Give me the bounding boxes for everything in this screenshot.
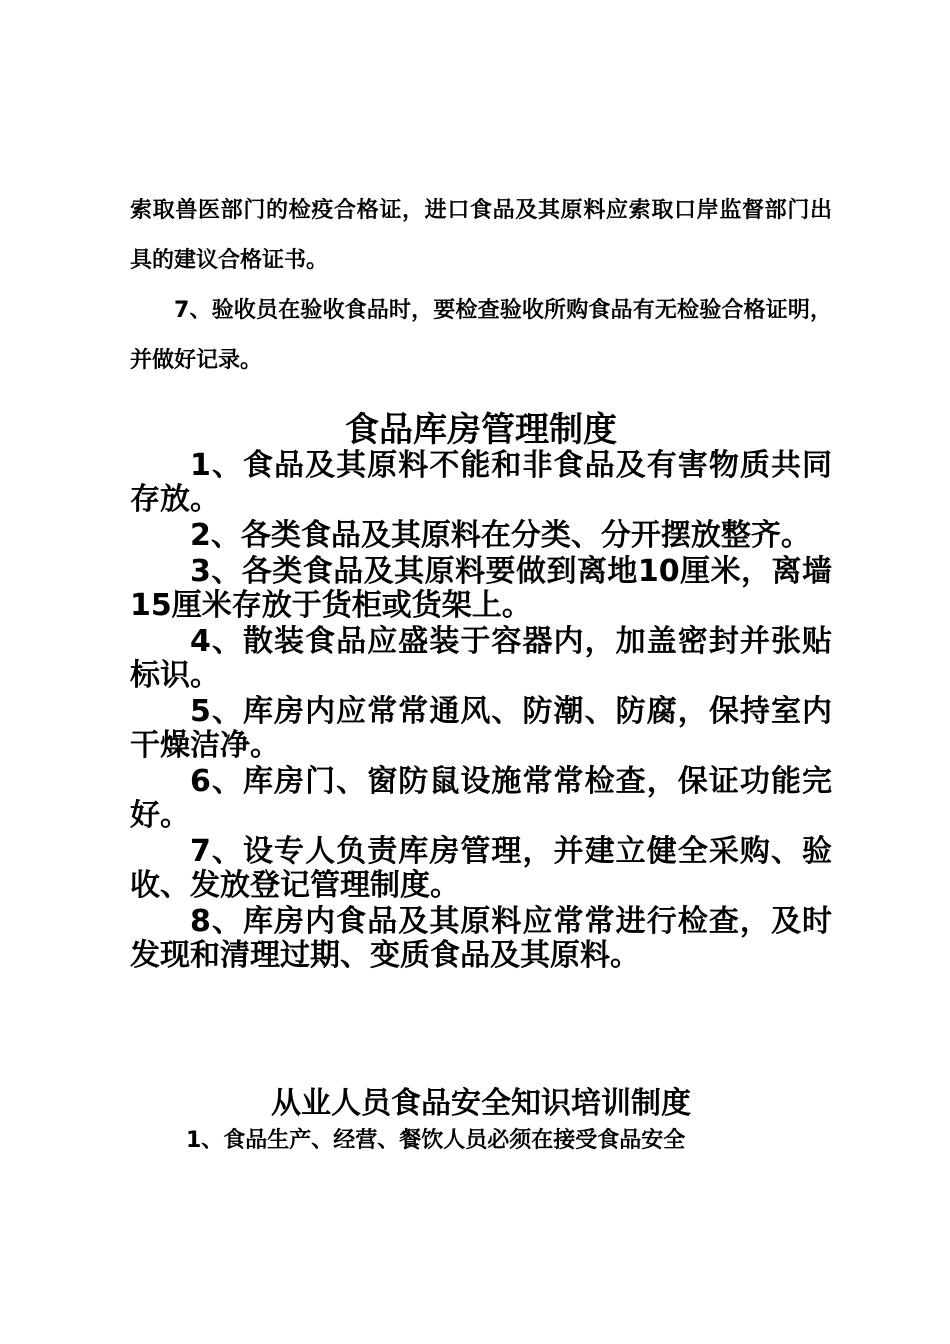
storage-rule-7: 7、设专人负责库房管理，并建立健全采购、验收、发放登记管理制度。 [130, 834, 832, 903]
intro-paragraph-2: 7、验收员在验收食品时，要检查验收所购食品有无检验合格证明，并做好记录。 [130, 298, 832, 373]
storage-rule-8: 8、库房内食品及其原料应常常进行检查，及时发现和清理过期、变质食品及其原料。 [130, 904, 832, 973]
storage-section-title: 食品库房管理制度 [345, 410, 617, 450]
storage-rules-list [130, 449, 832, 973]
training-rule-1: 1、食品生产、经营、餐饮人员必须在接受食品安全 [186, 1128, 686, 1153]
intro-paragraph-1: 索取兽医部门的检疫合格证，进口食品及其原料应索取口岸监督部门出具的建议合格证书。 [130, 198, 832, 273]
storage-rule-3: 3、各类食品及其原料要做到离地10厘米，离墙15厘米存放于货柜或货架上。 [130, 554, 832, 623]
storage-rule-1: 1、食品及其原料不能和非食品及有害物质共同存放。 [130, 448, 832, 517]
training-section-title: 从业人员食品安全知识培训制度 [271, 1086, 691, 1121]
storage-rule-6: 6、库房门、窗防鼠设施常常检查，保证功能完好。 [130, 764, 832, 833]
storage-rule-4: 4、散装食品应盛装于容器内，加盖密封并张贴标识。 [130, 624, 832, 693]
storage-rule-2: 2、各类食品及其原料在分类、分开摆放整齐。 [190, 518, 811, 553]
storage-rule-5: 5、库房内应常常通风、防潮、防腐，保持室内干燥洁净。 [130, 694, 832, 763]
